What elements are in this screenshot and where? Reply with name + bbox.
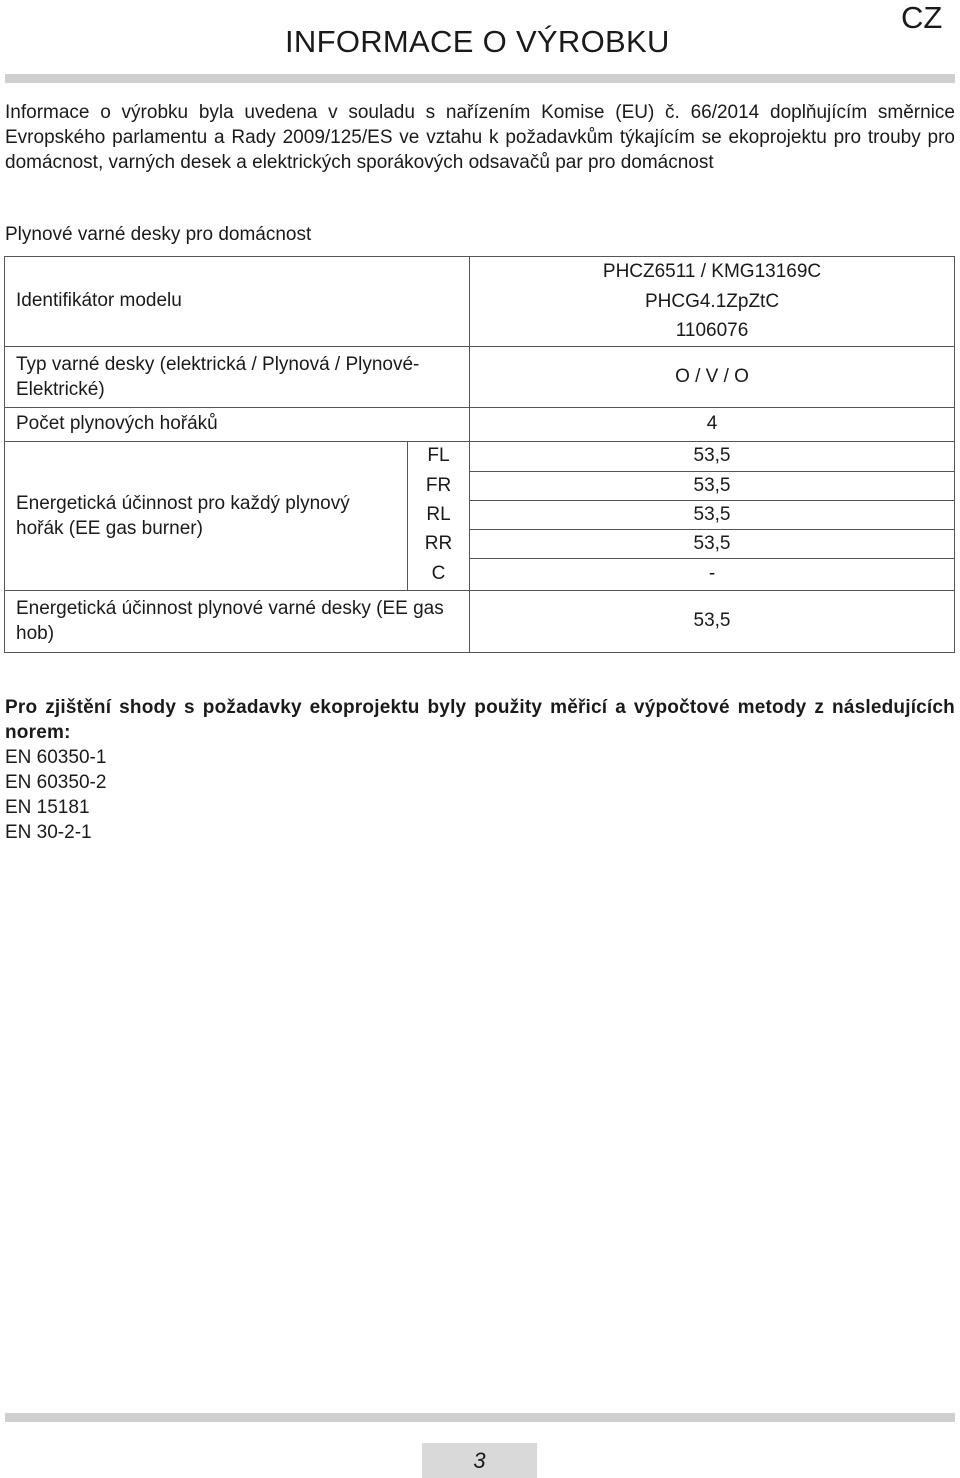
burner-value: 53,5: [470, 500, 955, 529]
model-value: PHCZ6511 / KMG13169C: [602, 261, 822, 282]
burner-position: RL: [408, 500, 470, 529]
page-title: INFORMACE O VÝROBKU: [285, 24, 670, 59]
burner-value: 53,5: [470, 529, 955, 558]
hob-type-value: O / V / O: [470, 346, 955, 407]
model-values: [470, 257, 955, 347]
burner-count-value: 4: [470, 407, 955, 441]
standard-item: EN 60350-1: [5, 747, 107, 768]
table-row: [5, 257, 955, 347]
model-value: PHCG4.1ZpZtC: [644, 290, 780, 312]
burner-position: C: [408, 558, 470, 590]
table-row: [5, 407, 955, 441]
table-row: [5, 441, 955, 471]
burner-position: FR: [408, 471, 470, 500]
standard-item: EN 60350-2: [5, 772, 107, 793]
burner-value: 53,5: [470, 471, 955, 500]
standard-item: EN 15181: [5, 797, 90, 818]
model-label: Identifikátor modelu: [5, 257, 470, 347]
hob-type-label: Typ varné desky (elektrická / Plynová / Plynové-Elektrické): [5, 346, 470, 407]
hob-efficiency-label: Energetická účinnost plynové varné desky (EE gas hob): [5, 590, 470, 652]
standards-list: [5, 745, 106, 845]
table-row: [5, 590, 955, 652]
methods-title: Pro zjištění shody s požadavky ekoprojektu byly použity měřicí a výpočtové metody z následujících norem:: [5, 697, 955, 743]
top-divider: [5, 74, 955, 83]
bottom-divider: [5, 1413, 955, 1422]
burner-efficiency-label: Energetická účinnost pro každý plynový hořák (EE gas burner): [5, 441, 408, 590]
section-title: Plynové varné desky pro domácnost: [5, 224, 312, 245]
burner-value: 53,5: [470, 441, 955, 471]
model-value: 1106076: [675, 320, 749, 341]
standard-item: EN 30-2-1: [5, 822, 92, 843]
hob-efficiency-value: 53,5: [470, 590, 955, 652]
burner-count-label: Počet plynových hořáků: [5, 407, 470, 441]
table-row: [5, 346, 955, 407]
spec-table: [4, 256, 955, 653]
intro-paragraph: Informace o výrobku byla uvedena v souladu s nařízením Komise (EU) č. 66/2014 doplňujícím směrnice Evropského parlamentu a Rady 2009/125/ES ve vztahu k požadavkům týkajícím se ekoprojektu pro trouby pro domácnost, varných desek a elektrických sporákových odsavačů par pro domácnost: [5, 102, 955, 173]
language-code: CZ: [901, 0, 943, 35]
burner-position: FL: [408, 441, 470, 471]
burner-position: RR: [408, 529, 470, 558]
page-number: 3: [422, 1443, 537, 1478]
burner-value: -: [470, 558, 955, 590]
